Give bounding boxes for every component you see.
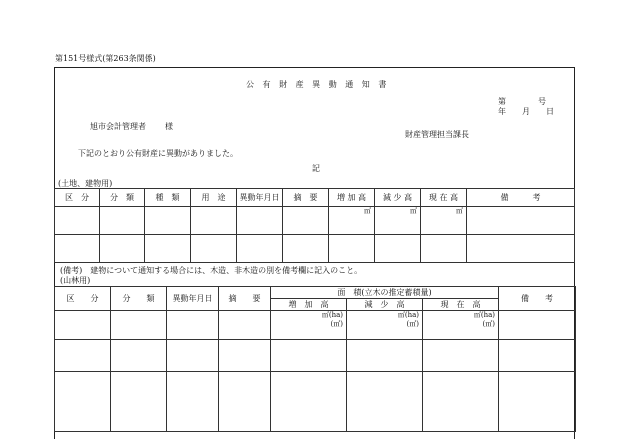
- land-header-current: 現 在 高: [421, 189, 467, 207]
- sender: 財産管理担当課長: [405, 130, 469, 139]
- land-header-yoto: 用 途: [191, 189, 237, 207]
- forest-unit-current: [423, 311, 499, 340]
- forest-cell: [271, 372, 347, 432]
- land-header-kubun: 区 分: [55, 189, 100, 207]
- forest-cell: [499, 372, 576, 432]
- forest-header-tekiyo: 摘 要: [219, 287, 271, 311]
- land-header-increase: 増 加 高: [329, 189, 375, 207]
- land-cell: [329, 235, 375, 263]
- land-note: (備考) 建物について通知する場合には、木造、非木造の別を備考欄に記入のこと。: [60, 266, 363, 275]
- number-label: 第 号: [498, 97, 546, 106]
- forest-subheader-increase: 増 加 高: [271, 299, 347, 311]
- forest-cell: [219, 372, 271, 432]
- forest-cell: [111, 340, 167, 372]
- forest-cell: [55, 372, 111, 432]
- unit-volume: (㎥): [406, 320, 419, 328]
- forest-table: [54, 286, 576, 432]
- unit-area: ㎡(ha): [397, 311, 419, 319]
- land-header-bunrui: 分 類: [100, 189, 145, 207]
- forest-unit-decrease: [347, 311, 423, 340]
- recipient: 旭市会計管理者: [90, 122, 146, 131]
- body-text: 下記のとおり公有財産に異動がありました。: [78, 149, 238, 158]
- land-cell: [100, 235, 145, 263]
- form-label: 第151号様式(第263条関係): [55, 54, 156, 63]
- forest-cell: [167, 340, 219, 372]
- land-cell: [191, 207, 237, 235]
- land-section-label: (土地、建物用): [58, 179, 113, 188]
- forest-unit-increase: [271, 311, 347, 340]
- land-cell: [55, 235, 100, 263]
- land-cell: [145, 235, 191, 263]
- forest-header-date: 異動年月日: [167, 287, 219, 311]
- unit-volume: (㎥): [482, 320, 495, 328]
- forest-cell: [219, 311, 271, 340]
- land-cell: [237, 207, 283, 235]
- forest-cell: [55, 340, 111, 372]
- land-cell: [421, 235, 467, 263]
- form-title: 公 有 財 産 異 動 通 知 書: [246, 80, 390, 89]
- forest-header-biko: 備 考: [499, 287, 576, 311]
- forest-cell: [499, 311, 576, 340]
- land-unit-increase: ㎡: [329, 207, 375, 235]
- unit-area: ㎡(ha): [473, 311, 495, 319]
- land-unit-decrease: ㎡: [375, 207, 421, 235]
- land-cell: [283, 207, 329, 235]
- date-label: 年 月 日: [498, 107, 554, 116]
- forest-cell: [499, 340, 576, 372]
- forest-section-label: (山林用): [60, 276, 91, 285]
- forest-cell: [423, 372, 499, 432]
- forest-header-bunrui: 分 類: [111, 287, 167, 311]
- forest-cell: [111, 372, 167, 432]
- land-cell: [283, 235, 329, 263]
- land-header-biko: 備 考: [467, 189, 575, 207]
- land-header-date: 異動年月日: [237, 189, 283, 207]
- forest-cell: [55, 311, 111, 340]
- forest-cell: [167, 372, 219, 432]
- unit-area: ㎡(ha): [321, 311, 343, 319]
- forest-cell: [347, 372, 423, 432]
- unit-volume: (㎥): [330, 320, 343, 328]
- forest-header-area: 面 積(立木の推定蓄積量): [271, 287, 499, 299]
- land-cell: [467, 207, 575, 235]
- land-table: [54, 188, 575, 263]
- land-unit-current: ㎡: [421, 207, 467, 235]
- ki-label: 記: [312, 164, 320, 173]
- land-header-shurui: 種 類: [145, 189, 191, 207]
- land-cell: [55, 207, 100, 235]
- forest-cell: [271, 340, 347, 372]
- forest-subheader-current: 現 在 高: [423, 299, 499, 311]
- land-cell: [237, 235, 283, 263]
- land-header-decrease: 減 少 高: [375, 189, 421, 207]
- land-cell: [145, 207, 191, 235]
- land-header-tekiyo: 摘 要: [283, 189, 329, 207]
- land-cell: [191, 235, 237, 263]
- forest-cell: [347, 340, 423, 372]
- honorific: 様: [165, 122, 173, 131]
- forest-cell: [219, 340, 271, 372]
- forest-cell: [167, 311, 219, 340]
- forest-subheader-decrease: 減 少 高: [347, 299, 423, 311]
- forest-cell: [111, 311, 167, 340]
- forest-cell: [423, 340, 499, 372]
- forest-header-kubun: 区 分: [55, 287, 111, 311]
- land-cell: [467, 235, 575, 263]
- land-cell: [100, 207, 145, 235]
- land-cell: [375, 235, 421, 263]
